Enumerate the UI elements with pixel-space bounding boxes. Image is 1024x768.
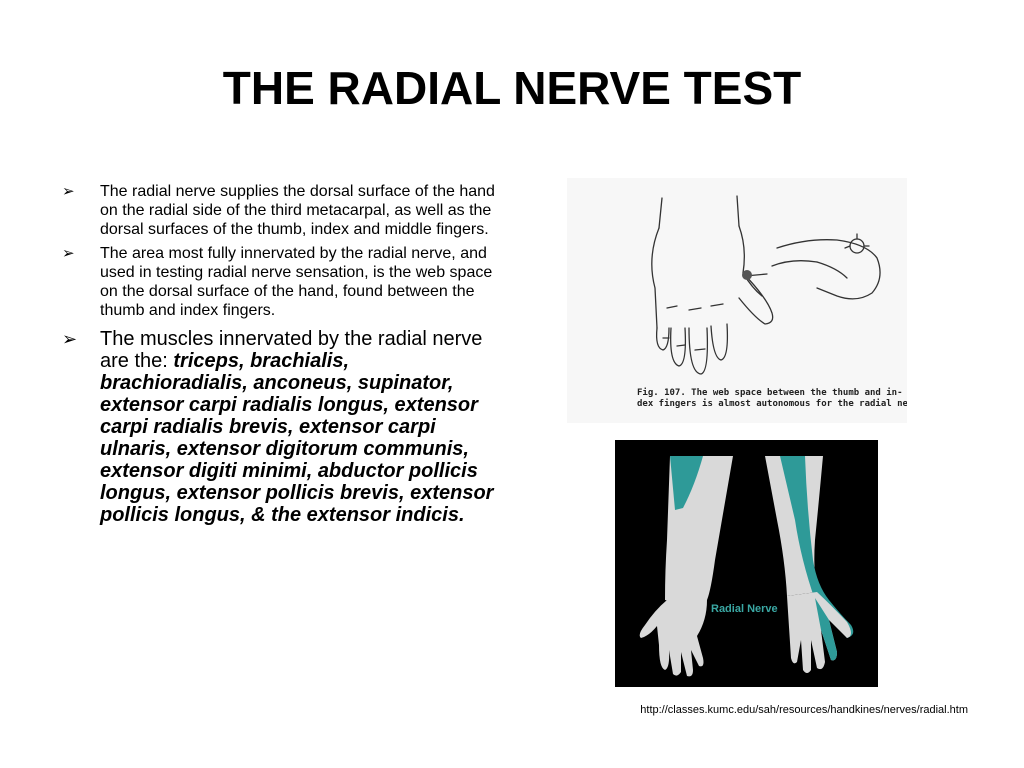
bullet-list: [62, 182, 502, 531]
bullet-item: [62, 182, 502, 239]
radial-nerve-diagram: [615, 440, 878, 687]
radial-nerve-illustration: [615, 440, 878, 687]
slide-title: THE RADIAL NERVE TEST: [222, 62, 802, 114]
arrow-bullet-icon: ➢: [62, 245, 75, 262]
source-url: http://classes.kumc.edu/sah/resources/handkines/nerves/radial.htm: [640, 704, 968, 716]
arrow-bullet-icon: ➢: [62, 183, 75, 200]
bullet-text: The area most fully innervated by the radial nerve, and used in testing radial nerve sensation, is the web space on the dorsal surface of the hand, found between the thumb and index fingers.: [100, 245, 493, 319]
arrow-bullet-icon: ➢: [62, 329, 78, 349]
figure-caption-line: Fig. 107. The web space between the thumb and in-: [637, 388, 903, 398]
figure-caption-line: dex fingers is almost autonomous for the radial nerve.: [637, 399, 907, 409]
bullet-item-muscles: [62, 328, 502, 526]
bullet-item: [62, 244, 502, 320]
radial-nerve-label: Radial Nerve: [711, 603, 778, 615]
muscles-list: triceps, brachialis, brachioradialis, anconeus, supinator, extensor carpi radialis longus, extensor carpi radialis brevis, extensor carpi ulnaris, extensor digitorum communis, extensor digiti minimi, abductor pollicis longus, extensor pollicis brevis, extensor pollicis longus, & the extensor indicis.: [100, 350, 494, 526]
hand-sketch-figure: [567, 178, 907, 423]
muscles-intro: The muscles innervated by the radial nerve are the:: [100, 328, 483, 372]
bullet-text: The radial nerve supplies the dorsal surface of the hand on the radial side of the third metacarpal, as well as the dorsal surfaces of the thumb, index and middle fingers.: [100, 183, 495, 238]
hand-sketch-illustration: [567, 178, 907, 423]
